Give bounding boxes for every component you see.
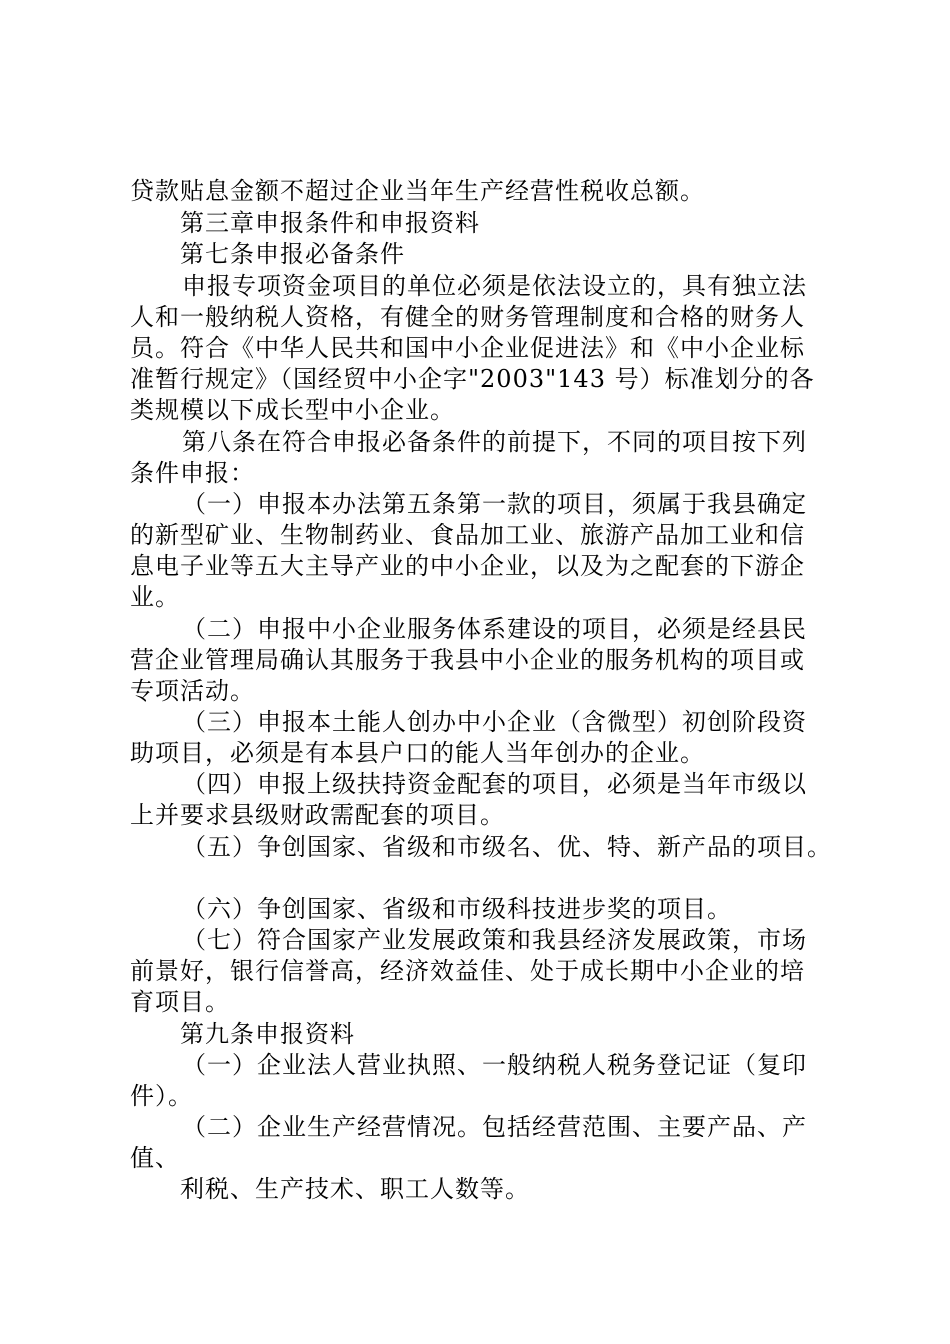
- text-line: 员。符合《中华人民共和国中小企业促进法》和《中小企业标: [130, 334, 805, 362]
- text-line: 类规模以下成长型中小企业。: [130, 396, 455, 424]
- text-line: 的新型矿业、生物制药业、食品加工业、旅游产品加工业和信: [130, 521, 805, 549]
- text-line: 申报专项资金项目的单位必须是依法设立的，具有独立法: [182, 272, 807, 300]
- text-line: 条件申报：: [130, 459, 255, 487]
- list-item: （六）争创国家、省级和市级科技进步奖的项目。: [182, 895, 732, 923]
- text-line: 人和一般纳税人资格，有健全的财务管理制度和合格的财务人: [130, 303, 805, 331]
- text-line: 第八条在符合申报必备条件的前提下，不同的项目按下列: [182, 428, 807, 456]
- list-item: （七）符合国家产业发展政策和我县经济发展政策，市场: [182, 926, 807, 954]
- text-line: 准暂行规定》（国经贸中小企字"2003"143 号）标准划分的各: [130, 365, 815, 393]
- text-line: 上并要求县级财政需配套的项目。: [130, 801, 505, 829]
- text-line: 育项目。: [130, 988, 230, 1016]
- text-line: 业。: [130, 583, 180, 611]
- list-item: （一）申报本办法第五条第一款的项目，须属于我县确定: [182, 490, 807, 518]
- article-heading: 第九条申报资料: [180, 1020, 355, 1048]
- list-item: （二）申报中小企业服务体系建设的项目，必须是经县民: [182, 615, 807, 643]
- text-line: 值、: [130, 1144, 180, 1172]
- text-line: 营企业管理局确认其服务于我县中小企业的服务机构的项目或: [130, 646, 805, 674]
- text-line: 专项活动。: [130, 677, 255, 705]
- list-item: （四）申报上级扶持资金配套的项目，必须是当年市级以: [182, 770, 807, 798]
- text-line: 息电子业等五大主导产业的中小企业，以及为之配套的下游企: [130, 552, 805, 580]
- list-item: （二）企业生产经营情况。包括经营范围、主要产品、产: [182, 1113, 807, 1141]
- text-line: 利税、生产技术、职工人数等。: [180, 1175, 530, 1203]
- list-item: （三）申报本土能人创办中小企业（含微型）初创阶段资: [182, 708, 807, 736]
- text-line: 贷款贴息金额不超过企业当年生产经营性税收总额。: [130, 177, 705, 205]
- list-item: （一）企业法人营业执照、一般纳税人税务登记证（复印: [182, 1051, 807, 1079]
- chapter-heading: 第三章申报条件和申报资料: [180, 209, 480, 237]
- article-heading: 第七条申报必备条件: [180, 240, 405, 268]
- text-line: 件）。: [130, 1082, 193, 1110]
- list-item: （五）争创国家、省级和市级名、优、特、新产品的项目。: [182, 833, 832, 861]
- text-line: 前景好，银行信誉高，经济效益佳、处于成长期中小企业的培: [130, 957, 805, 985]
- text-line: 助项目，必须是有本县户口的能人当年创办的企业。: [130, 739, 705, 767]
